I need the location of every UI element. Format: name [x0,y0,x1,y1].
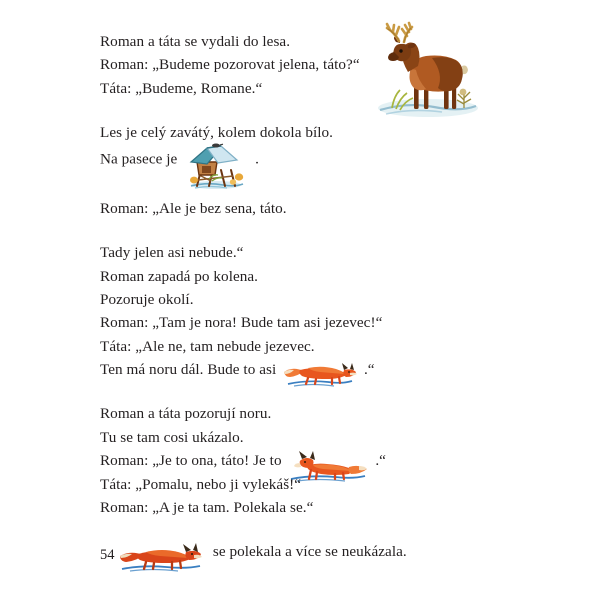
text-line-with-illustration [100,540,520,564]
text-line: Roman: „Budeme pozorovat jelena, táto?“ [100,56,360,74]
text-line: Roman: „Ale je bez sena, táto. [100,200,287,218]
text-line-with-illustration [100,358,520,381]
page-body-text [100,30,520,564]
text-line: Roman a táta pozorují noru. [100,405,272,423]
text-line: Tady jelen asi nebude.“ [100,244,244,262]
text-segment: .“ [363,360,375,378]
text-line: Pozoruje okolí. [100,291,194,309]
text-line: Les je celý zavátý, kolem dokola bílo. [100,123,334,141]
text-line: Roman: „Tam je nora! Bude tam asi jezevec!“ [100,314,383,332]
paragraph [100,540,520,564]
text-line: Táta: „Pomalu, nebo ji vylekáš!“ [100,475,302,493]
paragraph [100,30,520,100]
text-line: Táta: „Ale ne, tam nebude jezevec. [100,337,315,355]
paragraph [100,241,520,381]
fox-illustration [118,542,204,574]
text-segment: Ten má noru dál. Bude to asi [100,360,277,378]
page-number: 54 [100,547,115,563]
text-line: Roman zapadá po kolena. [100,267,259,285]
text-segment: Na pasece je [100,150,178,168]
text-segment: .“ [375,451,386,469]
text-line-with-illustration [100,449,520,473]
text-segment: se polekala a více se neukázala. [212,543,407,561]
forest-feeding-rack-illustration [185,144,247,190]
text-segment: Roman: „Je to ona, táto! Je to [100,451,282,469]
text-line: Táta: „Budeme, Romane.“ [100,79,263,97]
paragraph [100,402,520,519]
paragraph [100,121,520,176]
text-line: Roman a táta se vydali do lesa. [100,33,291,50]
text-segment: . [255,150,259,168]
text-line: Roman: „A je ta tam. Polekala se.“ [100,499,314,517]
text-line: Tu se tam cosi ukázalo. [100,428,244,446]
fox-illustration [282,360,358,388]
text-line-with-illustration [100,144,520,176]
paragraph [100,197,520,220]
